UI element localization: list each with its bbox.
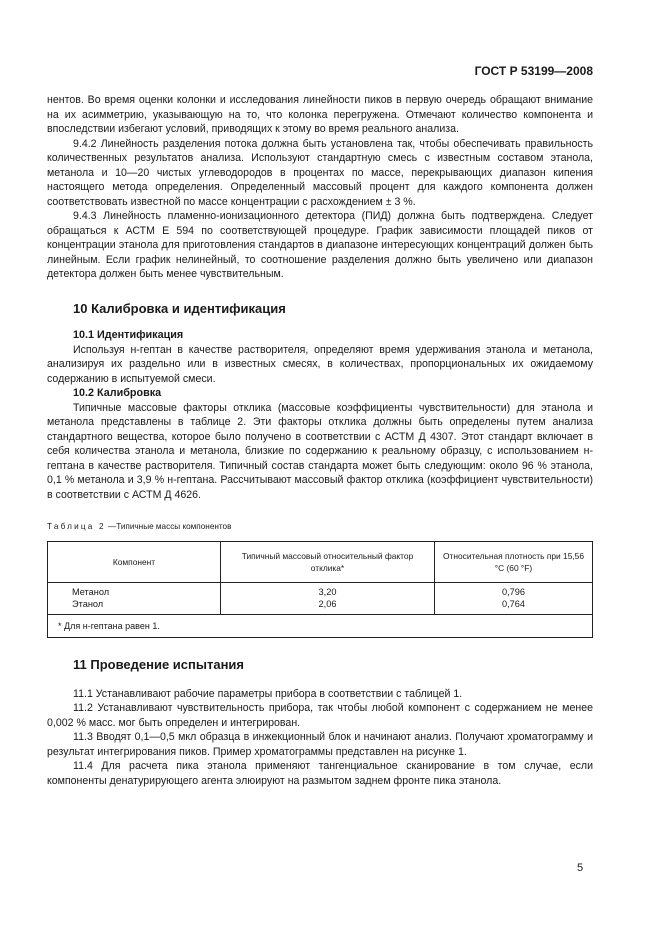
paragraph-11-3: 11.3 Вводят 0,1—0,5 мкл образца в инжекционный блок и начинают анализ. Получают хроматограмму и результат интегрирования пиков. Пример хроматограммы представлен на рисунке 1. (47, 731, 593, 758)
paragraph-9-4-2: 9.4.2 Линейность разделения потока должна быть установлена так, чтобы обеспечивать правильность количественных результатов анализа. Используют стандартную смесь с известным составом этанола, метанола и 10—20 чистых углеводородов в процентах по массе, перекрывающих диапазон кипения настоящего метода определения. Определенный массовый процент для каждого компонента должен соответствовать известной по массе концентрации с расхождением ± 3 %. (47, 137, 593, 208)
table-footnote-row (48, 614, 593, 638)
table-footnote: * Для н-гептана равен 1. (48, 614, 593, 638)
paragraph-11-2: 11.2 Устанавливают чувствительность прибора, так чтобы любой компонент с содержанием не менее 0,002 % масс. мог быть определен и интегрирован. (47, 702, 593, 729)
response-factor-value: 3,20 (318, 586, 337, 597)
density-value: 0,764 (502, 598, 525, 609)
components-table (47, 541, 593, 639)
density-value: 0,796 (502, 586, 525, 597)
component-name: Этанол (72, 598, 104, 609)
paragraph: нентов. Во время оценки колонки и исследования линейности пиков в первую очередь обращают внимание на их асимметрию, указывающую на то, что колонка перегружена. Отмечают количество компонента и впоследствии избегают условий, приводящих к этому во время реального анализа. (47, 94, 593, 135)
subsection-10-2-heading: 10.2 Калибровка (73, 387, 162, 399)
document-id-header: ГОСТ Р 53199—2008 (474, 64, 593, 78)
table-caption (47, 520, 593, 535)
page-number: 5 (577, 862, 584, 874)
column-header: Относительная плотность при 15,56 °С (60 °F) (435, 541, 593, 582)
table-caption-label: Таблица 2 (47, 522, 106, 531)
paragraph-10-2: Типичные массовые факторы отклика (массовые коэффициенты чувствительности) для этанола и метанола представлены в таблице 2. Эти факторы отклика должны быть определены путем анализа стандартного вещества, которое было получено в соответствии с АСТМ Д 4307. Этот стандарт включает в себя количества этанола и метанола, близкие по содержанию к реальному образцу, с использованием н-гептана в качестве растворителя. Типичный состав стандарта может быть следующим: около 96 % этанола, 0,1 % метанола и 3,9 % н-гептана. Рассчитывают массовый фактор отклика (коэффициент чувствительности) в соответствии с АСТМ Д 4626. (47, 401, 593, 501)
page-body (47, 93, 593, 788)
paragraph-11-1: 11.1 Устанавливают рабочие параметры прибора в соответствии с таблицей 1. (73, 687, 463, 700)
table-body-row (48, 582, 593, 614)
component-cell (48, 582, 221, 614)
density-cell (435, 582, 593, 614)
response-factor-cell (221, 582, 435, 614)
table-caption-text: —Типичные массы компонентов (105, 522, 232, 531)
table-header-row (48, 541, 593, 582)
column-header: Компонент (48, 541, 221, 582)
section-11-heading: 11 Проведение испытания (73, 657, 244, 672)
column-header: Типичный массовый относительный фактор отклика* (221, 541, 435, 582)
paragraph-10-1: Используя н-гептан в качестве растворителя, определяют время удерживания этанола и метанола, анализируя их раздельно или в известных смесях, в количествах, пропорциональных их ожидаемому содержанию в испытуемой смеси. (47, 343, 593, 385)
paragraph-11-4: 11.4 Для расчета пика этанола применяют тангенциальное сканирование в том случае, если компоненты денатурирующего агента элюируют на размытом заднем фронте пика этанола. (47, 760, 593, 787)
section-10-heading: 10 Калибровка и идентификация (73, 300, 286, 316)
subsection-10-1-heading: 10.1 Идентификация (73, 329, 184, 341)
paragraph-9-4-3: 9.4.3 Линейность пламенно-ионизационного детектора (ПИД) должна быть подтверждена. Следует обращаться к АСТМ Е 594 по соответствующей процедуре. График зависимости площадей пиков от концентрации этанола для приготовления стандартов в диапазоне интересующих концентраций должен быть линейным. Если график нелинейный, то соотношение разделения должно быть увеличено или диапазон детектора должен быть менее чувствительным. (47, 210, 593, 280)
component-name: Метанол (72, 586, 110, 597)
response-factor-value: 2,06 (318, 598, 337, 609)
